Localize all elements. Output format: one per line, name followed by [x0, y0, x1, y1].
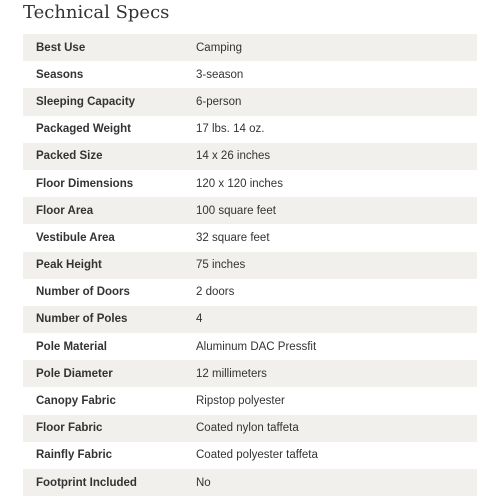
table-row: [23, 116, 477, 143]
spec-value: 2 doors: [196, 286, 235, 299]
spec-label: Pole Material: [36, 340, 107, 353]
table-row: [23, 34, 477, 61]
table-row: [23, 306, 477, 333]
spec-value: 120 x 120 inches: [196, 177, 283, 190]
specs-table: [23, 34, 477, 496]
spec-label: Packaged Weight: [36, 123, 132, 136]
table-row: [23, 415, 477, 442]
table-row: [23, 61, 477, 88]
spec-value: 3-season: [196, 68, 244, 81]
table-row: [23, 170, 477, 197]
spec-label: Footprint Included: [36, 476, 137, 489]
table-row: [23, 333, 477, 360]
spec-value: Coated nylon taffeta: [196, 422, 299, 435]
table-row: [23, 252, 477, 279]
spec-label: Floor Dimensions: [36, 177, 134, 190]
spec-value: 32 square feet: [196, 231, 270, 244]
spec-label: Vestibule Area: [36, 231, 115, 244]
spec-value: Aluminum DAC Pressfit: [196, 340, 317, 353]
table-row: [23, 197, 477, 224]
spec-value: 6-person: [196, 95, 242, 108]
spec-value: 75 inches: [196, 259, 246, 272]
table-row: [23, 279, 477, 306]
spec-value: Camping: [196, 41, 243, 54]
spec-label: Seasons: [36, 68, 84, 81]
spec-label: Best Use: [36, 41, 86, 54]
spec-value: 17 lbs. 14 oz.: [196, 123, 265, 136]
spec-value: 4: [196, 313, 203, 326]
section-title: Technical Specs: [23, 2, 170, 23]
table-row: [23, 360, 477, 387]
spec-value: 12 millimeters: [196, 367, 267, 380]
spec-label: Pole Diameter: [36, 367, 113, 380]
spec-label: Number of Doors: [36, 286, 130, 299]
spec-label: Packed Size: [36, 150, 103, 163]
spec-label: Number of Poles: [36, 313, 128, 326]
spec-label: Canopy Fabric: [36, 395, 116, 408]
spec-value: 14 x 26 inches: [196, 150, 271, 163]
table-row: [23, 88, 477, 115]
spec-label: Sleeping Capacity: [36, 95, 136, 108]
table-row: [23, 469, 477, 496]
spec-label: Rainfly Fabric: [36, 449, 113, 462]
table-row: [23, 143, 477, 170]
table-row: [23, 442, 477, 469]
spec-label: Floor Area: [36, 204, 94, 217]
spec-label: Floor Fabric: [36, 422, 103, 435]
spec-value: No: [196, 476, 211, 489]
table-row: [23, 387, 477, 414]
spec-value: Coated polyester taffeta: [196, 449, 318, 462]
spec-value: Ripstop polyester: [196, 395, 285, 408]
spec-value: 100 square feet: [196, 204, 276, 217]
spec-label: Peak Height: [36, 259, 102, 272]
table-row: [23, 224, 477, 251]
